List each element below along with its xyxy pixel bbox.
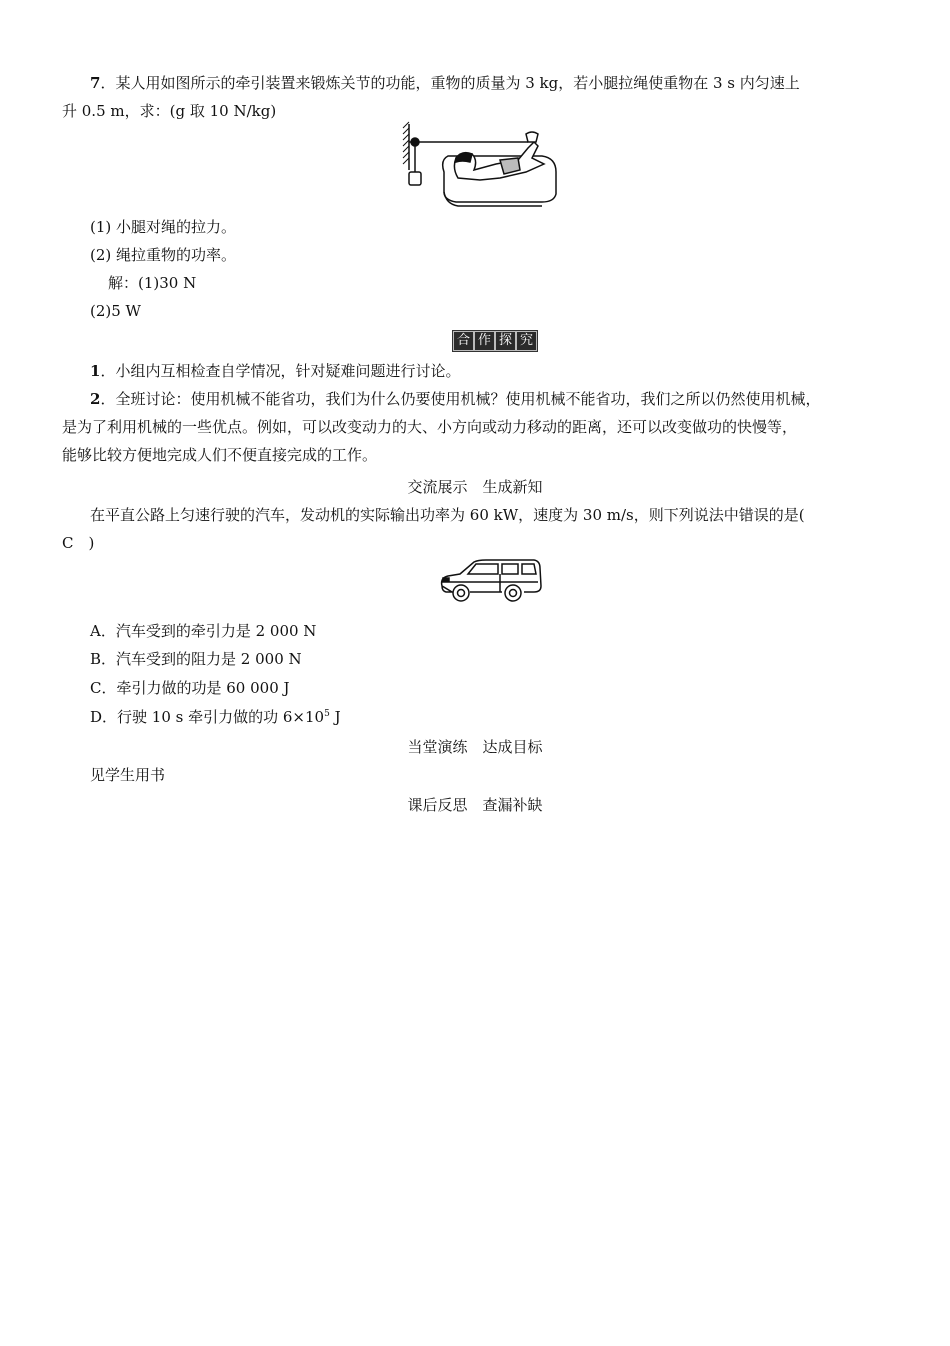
car-question-line1: 在平直公路上匀速行驶的汽车，发动机的实际输出功率为 60 kW，速度为 30 m/s，则下列说法中错误的是( xyxy=(90,506,805,524)
banner-char: 合 xyxy=(454,332,473,350)
car-figure xyxy=(438,556,544,606)
section-heading-reflect: 课后反思 查漏补缺 xyxy=(407,796,543,814)
coop-item1: 1．小组内互相检查自学情况，针对疑难问题进行讨论。 xyxy=(90,362,461,380)
option-d: D．行驶 10 s 牵引力做的功 $6\times 10^5$ J xyxy=(90,708,341,726)
banner-char: 作 xyxy=(475,332,494,350)
q7-number: 7 xyxy=(90,74,101,92)
section-heading-exchange: 交流展示 生成新知 xyxy=(407,478,543,496)
q7-answer1: 解：(1)30 N xyxy=(108,274,197,292)
coop-item2-line2: 是为了利用机械的一些优点。例如，可以改变动力的大、小方向或动力移动的距离，还可以改变做功的快慢等， xyxy=(62,418,798,436)
option-b: B．汽车受到的阻力是 2 000 N xyxy=(90,650,302,668)
banner-char: 究 xyxy=(517,332,536,350)
q7-line2: 升 0.5 m，求：(g 取 10 N/kg) xyxy=(62,102,277,120)
traction-device-figure xyxy=(400,120,565,210)
coop-item2-line1: 2．全班讨论：使用机械不能省功，我们为什么仍要使用机械？使用机械不能省功，我们之所以仍然使用机械， xyxy=(90,390,821,408)
q7-sub2: (2) 绳拉重物的功率。 xyxy=(90,246,237,264)
q7-answer2: (2)5 W xyxy=(90,302,141,320)
option-a: A．汽车受到的牵引力是 2 000 N xyxy=(90,622,317,640)
section-heading-practice: 当堂演练 达成目标 xyxy=(407,738,543,756)
banner-char: 探 xyxy=(496,332,515,350)
see-student-book: 见学生用书 xyxy=(90,766,166,784)
q7-sub1: (1) 小腿对绳的拉力。 xyxy=(90,218,237,236)
q7-line1: 7．某人用如图所示的牵引装置来锻炼关节的功能，重物的质量为 3 kg，若小腿拉绳使重物在 3 s 内匀速上 xyxy=(90,74,800,92)
cooperative-exploration-banner xyxy=(452,330,538,352)
coop-item2-line3: 能够比较方便地完成人们不便直接完成的工作。 xyxy=(62,446,378,464)
option-c: C．牵引力做的功是 60 000 J xyxy=(90,679,290,697)
car-question-line2: C ) xyxy=(62,534,95,552)
